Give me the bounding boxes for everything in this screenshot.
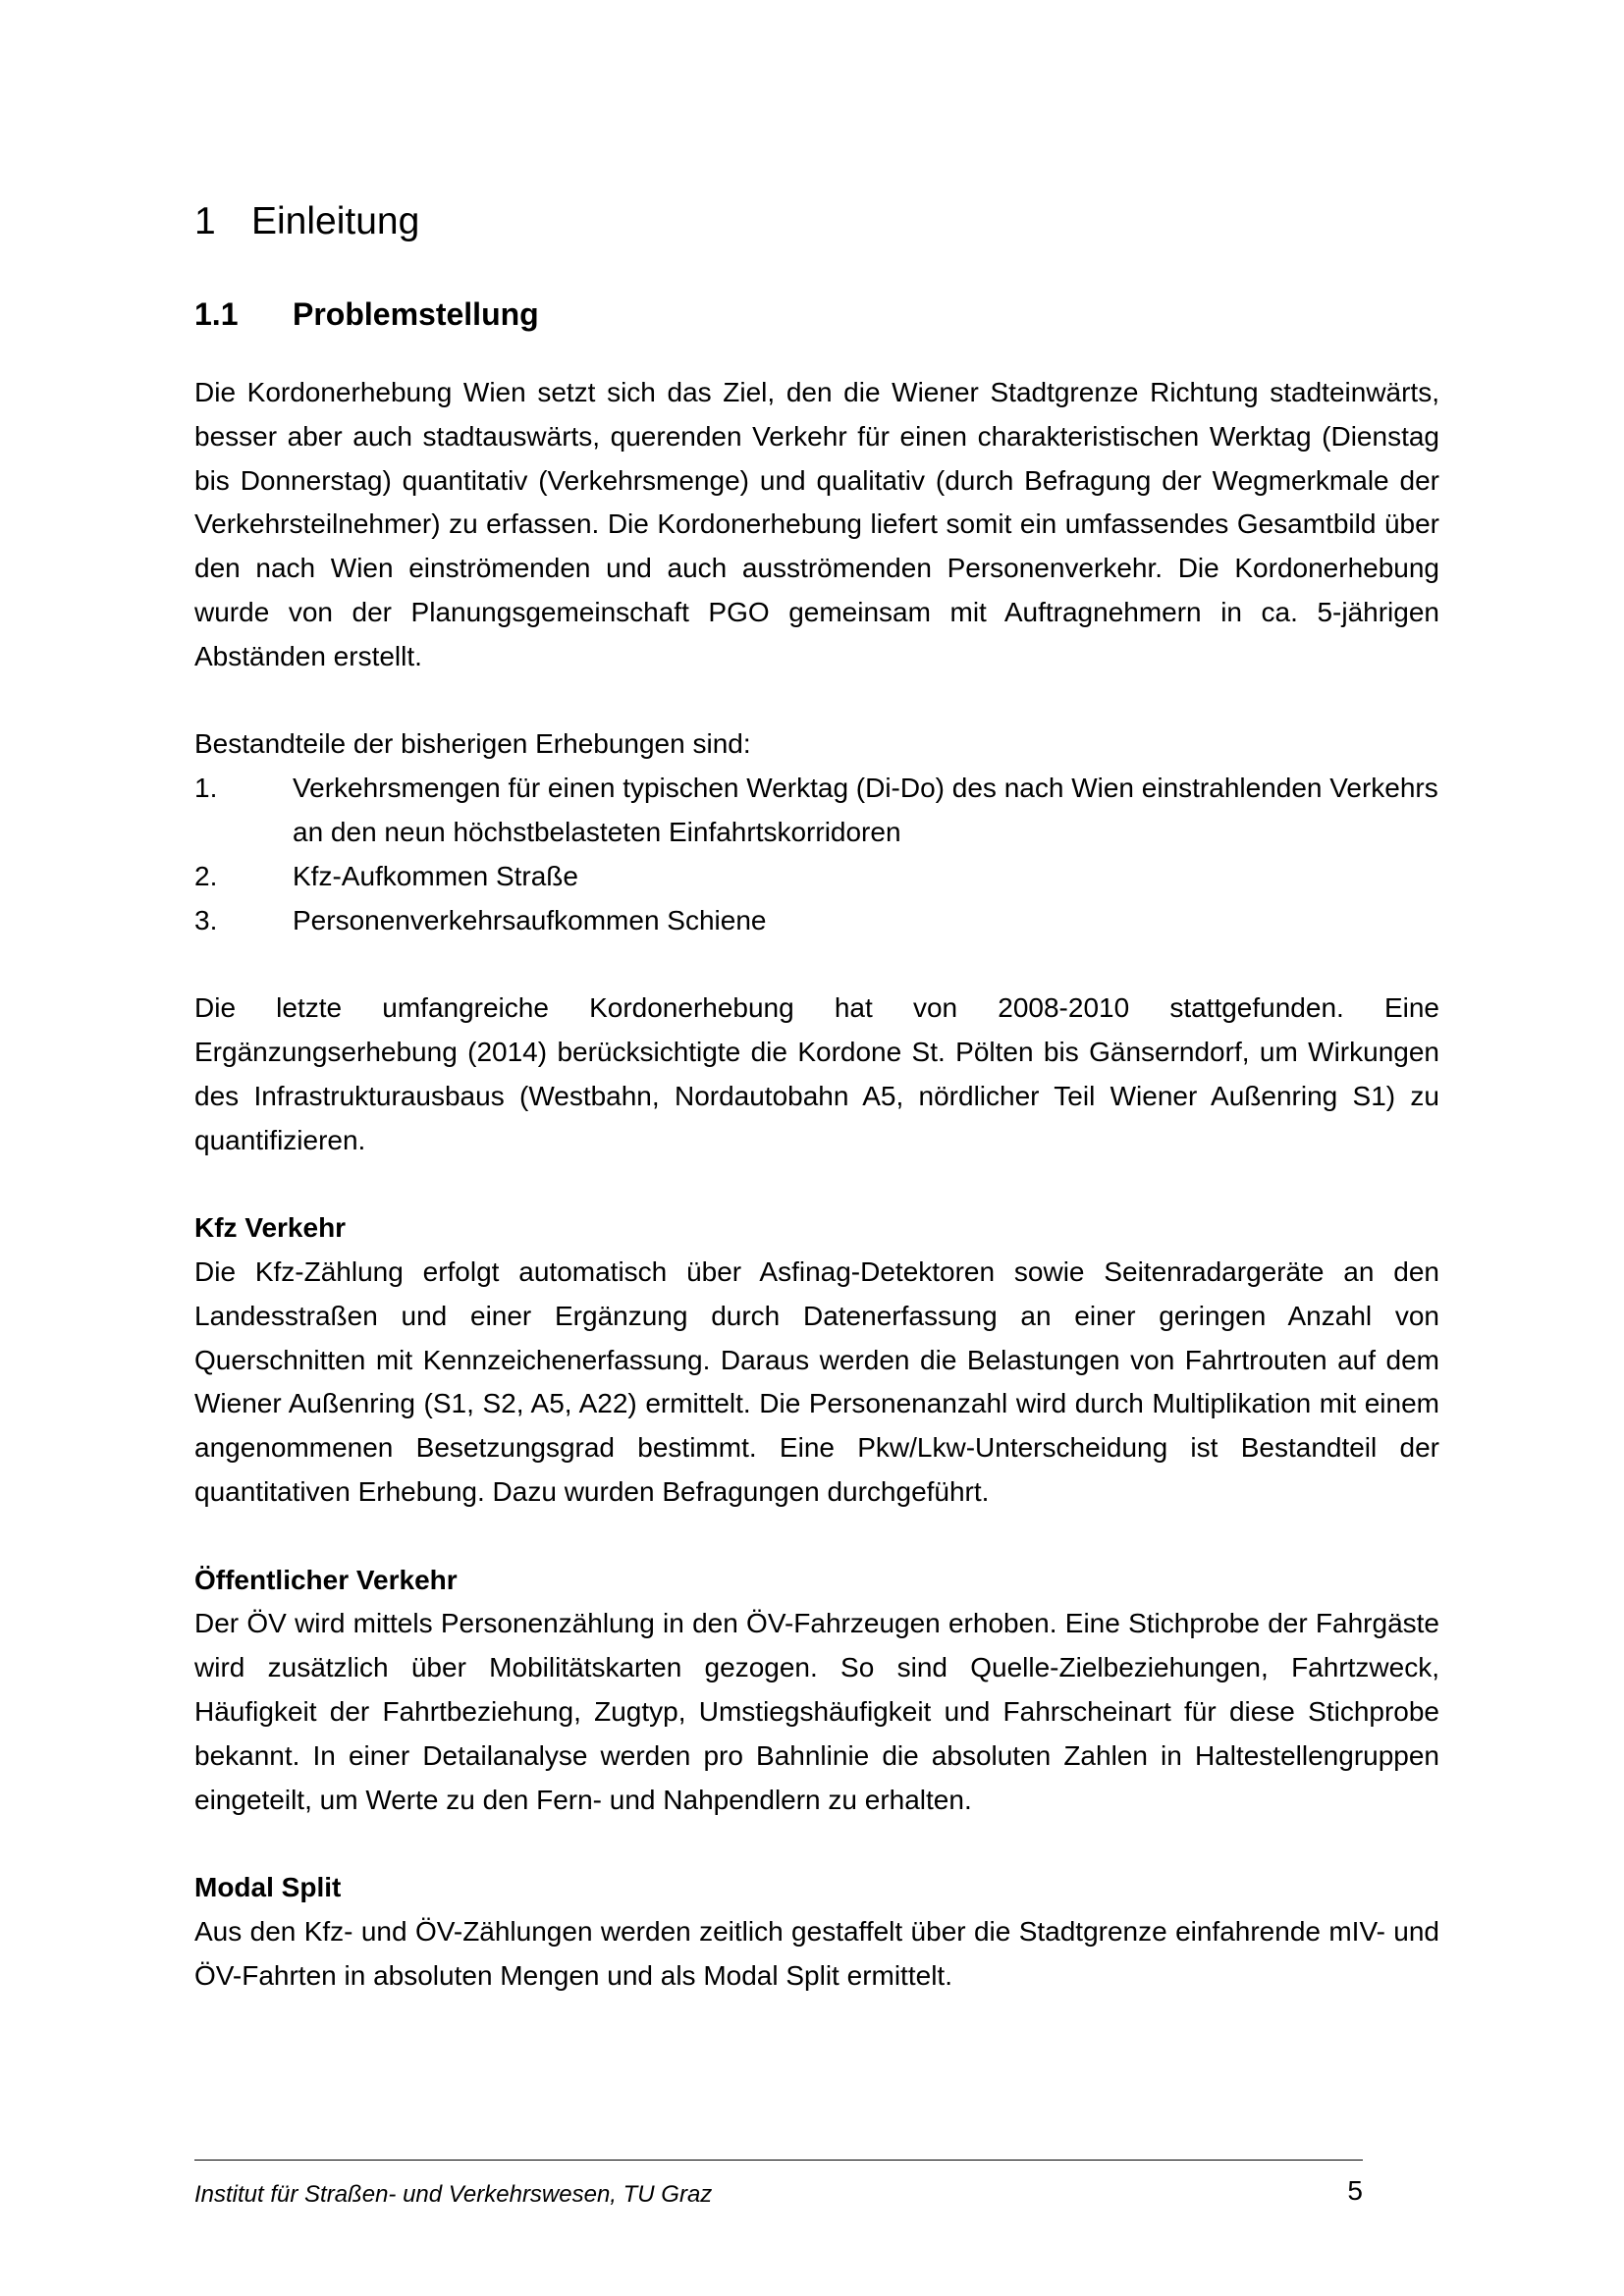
list-item [194, 767, 1439, 855]
subsection-oev [194, 1559, 1439, 1823]
page-number: 5 [1347, 2175, 1363, 2206]
components-list [194, 767, 1439, 942]
intro-paragraph: Die Kordonerhebung Wien setzt sich das Ziel, den die Wiener Stadtgrenze Richtung stadteinwärts, besser aber auch stadtauswärts, querenden Verkehr für einen charakteristischen Werktag (Dienstag bis Donnerstag) quantitativ (Verkehrsmenge) und qualitativ (durch Befragung der Wegmerkmale der Verkehrsteilnehmer) zu erfassen. Die Kordonerhebung liefert somit ein umfassendes Gesamtbild über den nach Wien einströmenden und auch ausströmenden Personenverkehr. Die Kordonerhebung wurde von der Planungsgemeinschaft PGO gemeinsam mit Auftragnehmern in ca. 5-jährigen Abständen erstellt. [194, 377, 1439, 671]
chapter-number: 1 [194, 200, 216, 242]
subsection-heading: Kfz Verkehr [194, 1212, 347, 1244]
section-heading [194, 285, 1439, 344]
list-item [194, 899, 1439, 943]
chapter-title: Einleitung [251, 200, 420, 242]
chapter-heading [194, 192, 1439, 251]
subsection-heading: Modal Split [194, 1872, 342, 1903]
list-item-text: Kfz-Aufkommen Straße [293, 860, 578, 891]
subsection-text: Aus den Kfz- und ÖV-Zählungen werden zeitlich gestaffelt über die Stadtgrenze einfahrende mIV- und ÖV-Fahrten in absoluten Mengen und als Modal Split ermittelt. [194, 1915, 1439, 1991]
list-item-number: 3. [194, 904, 218, 935]
list-intro: Bestandteile der bisherigen Erhebungen sind: [194, 728, 751, 760]
footer-institute: Institut für Straßen- und Verkehrswesen, TU Graz [194, 2181, 713, 2208]
list-item-text: Verkehrsmengen für einen typischen Werktag (Di-Do) des nach Wien einstrahlenden Verkehrs an den neun höchstbelasteten Einfahrtskorridoren [293, 773, 1438, 847]
list-item [194, 855, 1439, 899]
footer-divider [194, 2160, 1363, 2161]
list-item-text: Personenverkehrsaufkommen Schiene [293, 904, 767, 935]
list-item-number: 1. [194, 773, 218, 804]
page-content [194, 192, 1439, 1998]
section-title: Problemstellung [293, 296, 539, 332]
subsection-kfz [194, 1206, 1439, 1515]
section-number: 1.1 [194, 296, 239, 332]
subsection-text: Der ÖV wird mittels Personenzählung in den ÖV-Fahrzeugen erhoben. Eine Stichprobe der Fahrgäste wird zusätzlich über Mobilitätskarten gezogen. So sind Quelle-Zielbeziehungen, Fahrtzweck, Häufigkeit der Fahrtbeziehung, Zugtyp, Umstiegshäufigkeit und Fahrscheinart für diese Stichprobe bekannt. In einer Detailanalyse werden pro Bahnlinie die absoluten Zahlen in Haltestellengruppen eingeteilt, um Werte zu den Fern- und Nahpendlern zu erhalten. [194, 1608, 1439, 1815]
subsection-modal-split [194, 1866, 1439, 1998]
subsection-heading: Öffentlicher Verkehr [194, 1564, 458, 1595]
list-item-number: 2. [194, 860, 218, 891]
last-survey-paragraph: Die letzte umfangreiche Kordonerhebung hat von 2008-2010 stattgefunden. Eine Ergänzungserhebung (2014) berücksichtigte die Kordone St. Pölten bis Gänserndorf, um Wirkungen des Infrastrukturausbaus (Westbahn, Nordautobahn A5, nördlicher Teil Wiener Außenring S1) zu quantifizieren. [194, 992, 1439, 1155]
subsection-text: Die Kfz-Zählung erfolgt automatisch über Asfinag-Detektoren sowie Seitenradargeräte an den Landesstraßen und einer Ergänzung durch Datenerfassung an einer geringen Anzahl von Querschnitten mit Kennzeichenerfassung. Daraus werden die Belastungen von Fahrtrouten auf dem Wiener Außenring (S1, S2, A5, A22) ermittelt. Die Personenanzahl wird durch Multiplikation mit einem angenommenen Besetzungsgrad bestimmt. Eine Pkw/Lkw-Unterscheidung ist Bestandteil der quantitativen Erhebung. Dazu wurden Befragungen durchgeführt. [194, 1255, 1439, 1507]
